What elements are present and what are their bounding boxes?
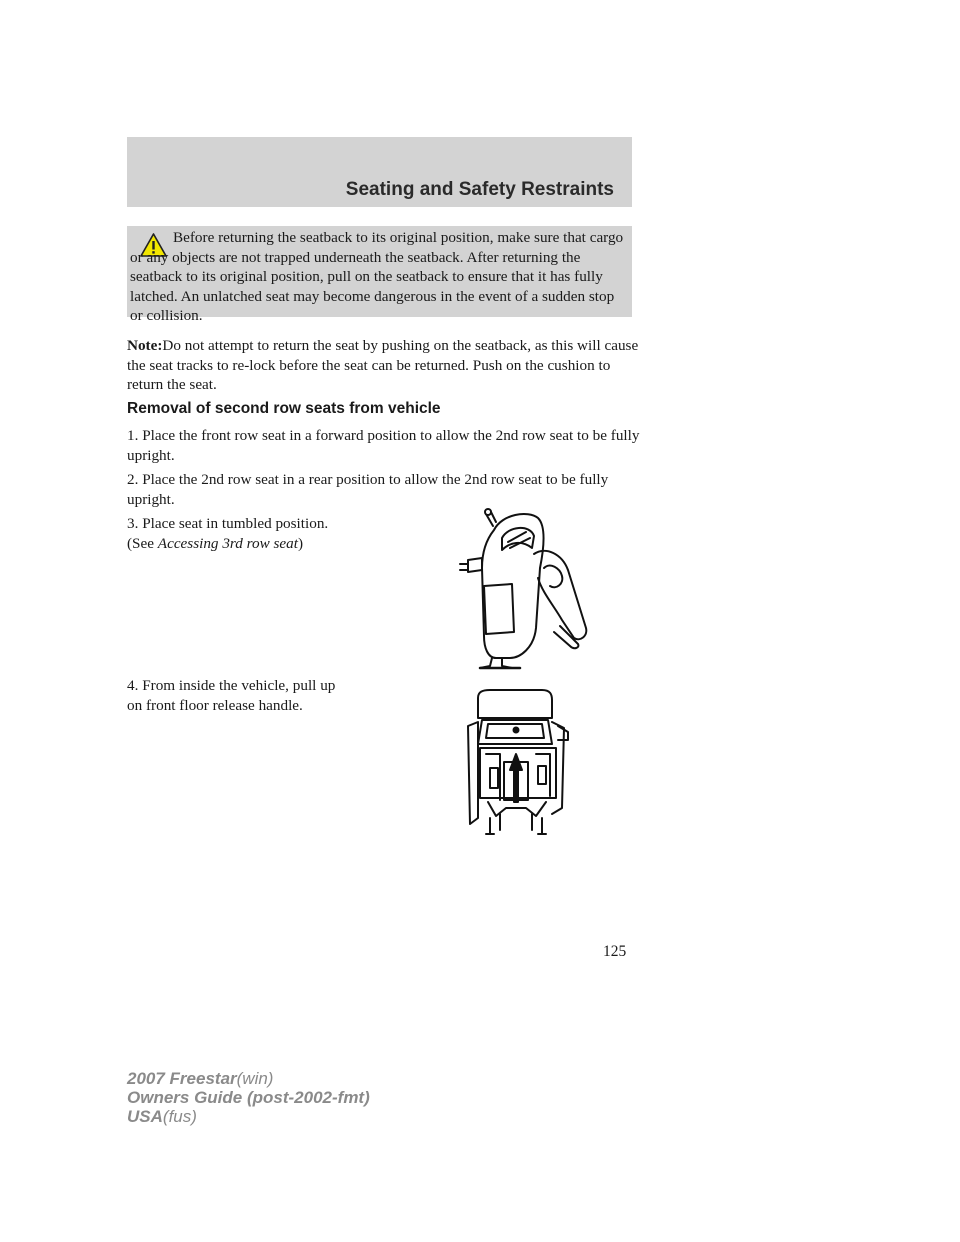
note-label: Note:: [127, 337, 163, 354]
note-text: Do not attempt to return the seat by pushing on the seatback, as this will cause the seat tracks to re-lock before the seat can be returned. Push on the cushion to return the seat.: [127, 337, 639, 394]
step-1: 1. Place the front row seat in a forward position to allow the 2nd row seat to be fully upright.: [127, 427, 640, 464]
step-3-link: Accessing 3rd row seat: [157, 534, 298, 552]
step-4-line2: on front floor release handle.: [127, 696, 303, 714]
footer-line-3: [127, 1107, 370, 1126]
footer-line-1: [127, 1069, 370, 1088]
tumbled-seat-illustration: [450, 508, 590, 670]
header-band: [127, 137, 632, 207]
removal-heading: Removal of second row seats from vehicle: [127, 400, 441, 417]
step-3-suffix: ): [297, 534, 304, 552]
step-3-line1: 3. Place seat in tumbled position.: [127, 515, 329, 532]
footer: [127, 1069, 370, 1126]
footer-model-code: (win): [236, 1069, 274, 1088]
step-3-prefix: (See: [127, 534, 158, 552]
page-number: 125: [603, 943, 627, 960]
warning-box: [127, 226, 632, 325]
floor-release-handle-illustration: [460, 688, 580, 838]
step-4-line1: 4. From inside the vehicle, pull up: [127, 677, 336, 694]
section-title: Seating and Safety Restraints: [345, 179, 614, 200]
footer-model: 2007 Freestar: [127, 1069, 237, 1088]
footer-line-2: Owners Guide (post-2002-fmt): [127, 1088, 370, 1107]
warning-text-content: Before returning the seatback to its original position, make sure that cargo or any objects are not trapped underneath the seatback. After returning the seatback to its original position, pull on the seatback to ensure that it has fully latched. An unlatched seat may become dangerous in the event of a sudden stop or collision.: [130, 229, 624, 325]
warning-text: [130, 228, 626, 326]
step-4: [127, 676, 335, 715]
step-3: [127, 514, 328, 553]
footer-market: USA: [127, 1107, 163, 1126]
footer-market-code: (fus): [162, 1107, 197, 1126]
step-2: 2. Place the 2nd row seat in a rear position to allow the 2nd row seat to be fully upright.: [127, 471, 609, 508]
note-paragraph: [127, 336, 642, 395]
